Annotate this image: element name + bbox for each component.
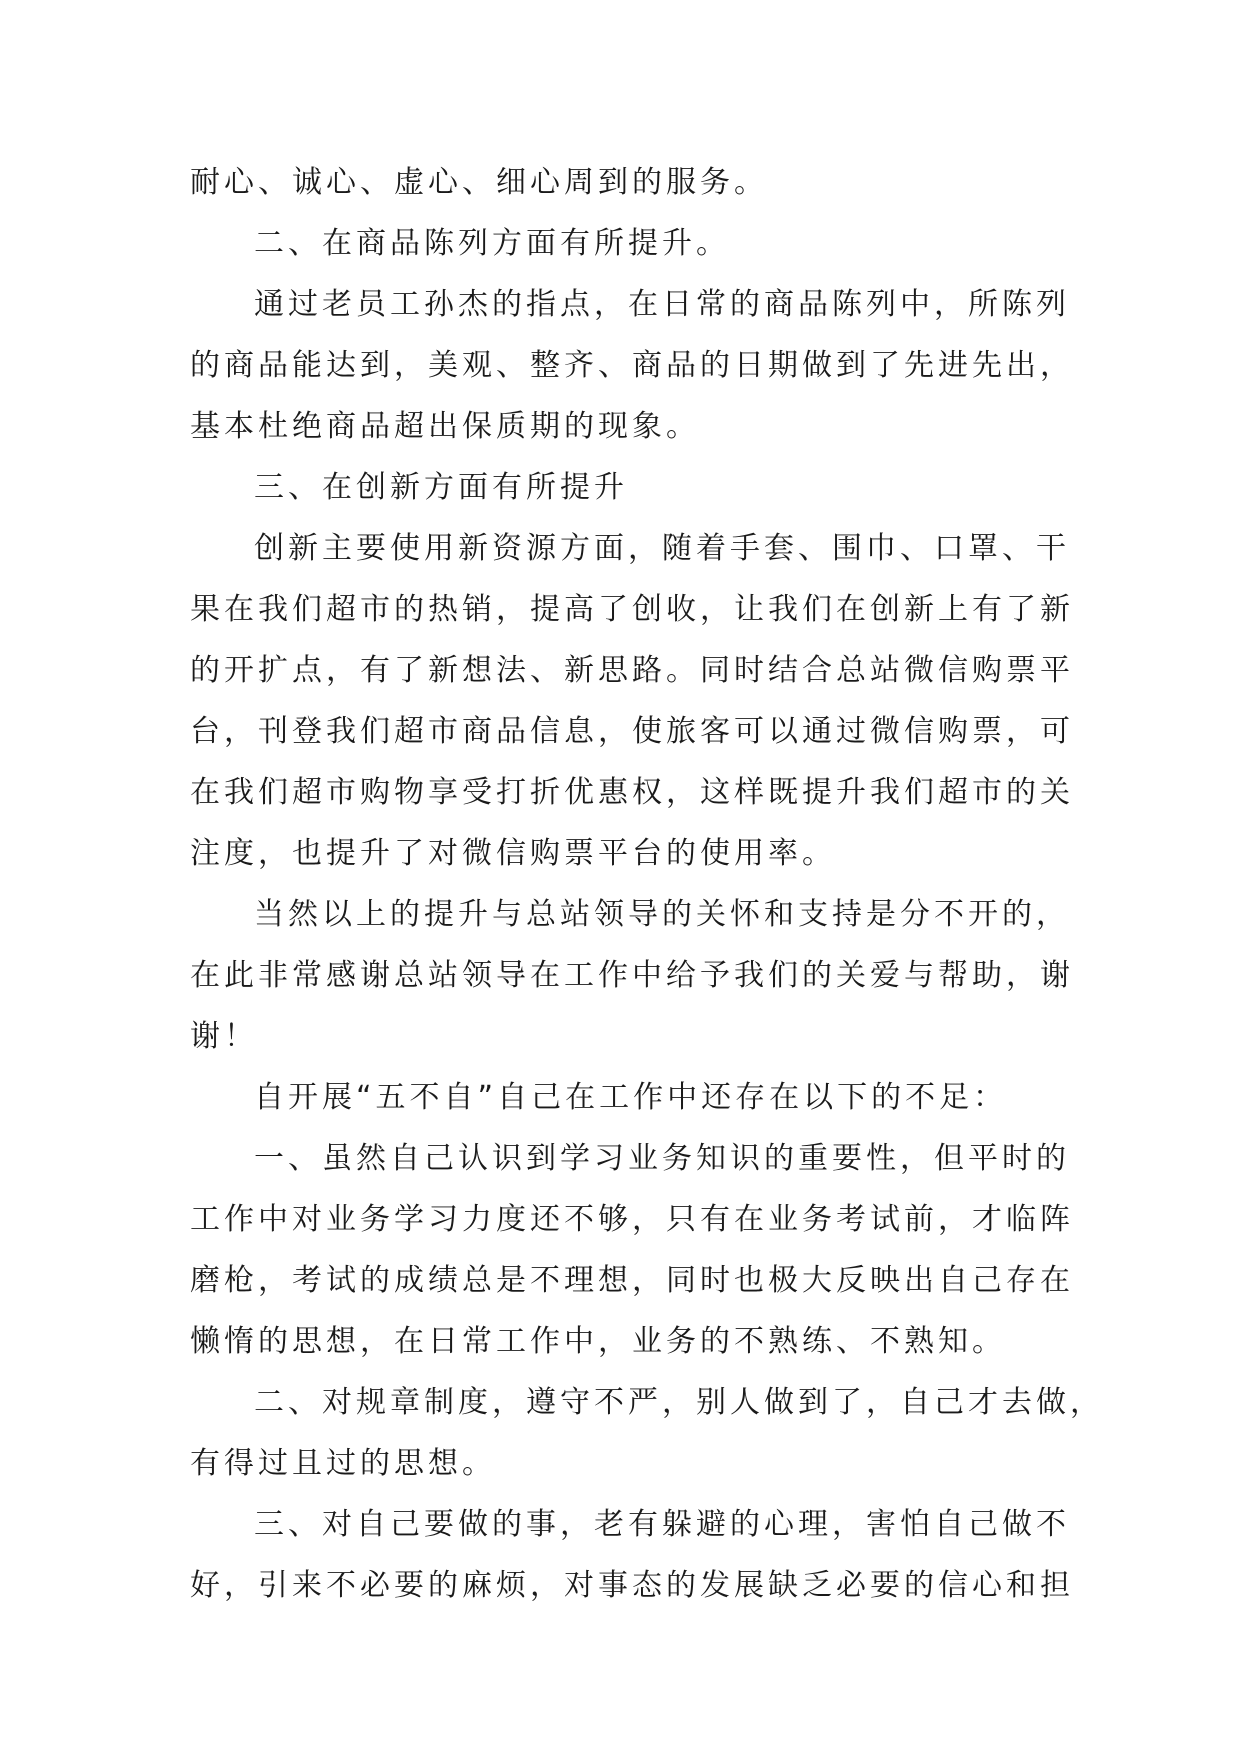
text-line: 工作中对业务学习力度还不够，只有在业务考试前，才临阵 — [190, 1202, 1074, 1237]
text-line: 有得过且过的思想。 — [190, 1446, 496, 1481]
text-line: 在此非常感谢总站领导在工作中给予我们的关爱与帮助，谢 — [190, 958, 1074, 993]
text-line: 果在我们超市的热销，提高了创收，让我们在创新上有了新 — [190, 592, 1074, 627]
text-line: 在我们超市购物享受打折优惠权，这样既提升我们超市的关 — [190, 775, 1074, 810]
text-line: 三、对自己要做的事，老有躲避的心理，害怕自己做不 — [254, 1507, 1070, 1542]
document-body — [190, 152, 1104, 1616]
text-line: 创新主要使用新资源方面，随着手套、围巾、口罩、干 — [254, 531, 1070, 566]
text-line: 耐心、诚心、虚心、细心周到的服务。 — [190, 165, 768, 200]
text-line: 基本杜绝商品超出保质期的现象。 — [190, 409, 700, 444]
text-line: 二、对规章制度，遵守不严，别人做到了，自己才去做， — [254, 1385, 1104, 1420]
text-line: 台，刊登我们超市商品信息，使旅客可以通过微信购票，可 — [190, 714, 1074, 749]
text-line: 当然以上的提升与总站领导的关怀和支持是分不开的， — [254, 897, 1070, 932]
text-line: 的开扩点，有了新想法、新思路。同时结合总站微信购票平 — [190, 653, 1074, 688]
text-line: 谢！ — [190, 1019, 258, 1054]
text-line: 注度，也提升了对微信购票平台的使用率。 — [190, 836, 836, 871]
text-line: 磨枪，考试的成绩总是不理想，同时也极大反映出自己存在 — [190, 1263, 1074, 1298]
text-line: 好，引来不必要的麻烦，对事态的发展缺乏必要的信心和担 — [190, 1568, 1074, 1603]
text-line: 的商品能达到，美观、整齐、商品的日期做到了先进先出， — [190, 348, 1074, 383]
text-line: 懒惰的思想，在日常工作中，业务的不熟练、不熟知。 — [190, 1324, 1006, 1359]
section-heading: 二、在商品陈列方面有所提升。 — [254, 226, 730, 261]
text-line: 通过老员工孙杰的指点，在日常的商品陈列中，所陈列 — [254, 287, 1070, 322]
text-line: 自开展“五不自”自己在工作中还存在以下的不足： — [254, 1080, 1008, 1115]
text-line: 一、虽然自己认识到学习业务知识的重要性，但平时的 — [254, 1141, 1070, 1176]
section-heading: 三、在创新方面有所提升 — [254, 470, 628, 505]
